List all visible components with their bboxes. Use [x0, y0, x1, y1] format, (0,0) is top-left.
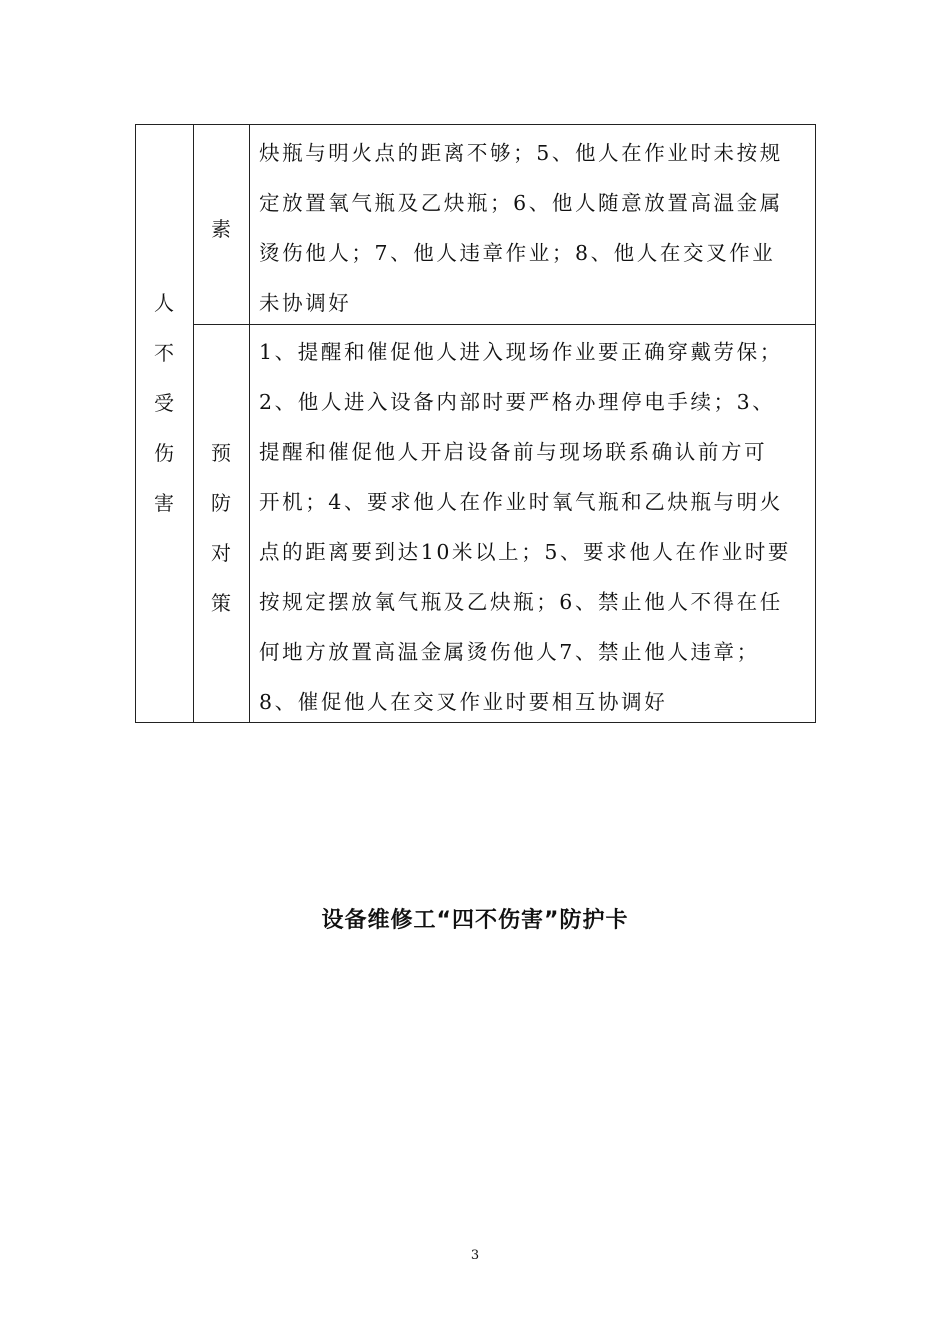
row-label-char: 防 — [211, 491, 231, 515]
section-title: 设备维修工“四不伤害”防护卡 — [321, 908, 629, 933]
row2-label — [201, 428, 241, 628]
category-char: 伤 — [154, 441, 174, 465]
row1-content — [259, 128, 811, 328]
text-line: 提醒和催促他人开启设备前与现场联系确认前方可 — [259, 440, 768, 464]
text-line: 定放置氧气瓶及乙炔瓶；6、他人随意放置高温金属 — [259, 191, 783, 215]
row1-label — [201, 204, 241, 254]
row-label-char: 策 — [211, 591, 231, 615]
category-char: 害 — [154, 491, 174, 515]
category-char: 受 — [154, 391, 174, 415]
text-line: 烫伤他人；7、他人违章作业；8、他人在交叉作业 — [259, 241, 776, 265]
text-line: 2、他人进入设备内部时要严格办理停电手续；3、 — [259, 390, 776, 414]
text-line: 开机；4、要求他人在作业时氧气瓶和乙炔瓶与明火 — [259, 490, 783, 514]
text-line: 8、催促他人在交叉作业时要相互协调好 — [259, 690, 668, 714]
text-line: 未协调好 — [259, 291, 352, 315]
row-label-char: 对 — [211, 541, 231, 565]
row-label-char: 素 — [211, 217, 231, 241]
text-line: 点的距离要到达10米以上；5、要求他人在作业时要 — [259, 540, 792, 564]
column-divider-1 — [193, 125, 194, 722]
text-line: 按规定摆放氧气瓶及乙炔瓶；6、禁止他人不得在任 — [259, 590, 783, 614]
text-line: 炔瓶与明火点的距离不够；5、他人在作业时未按规 — [259, 141, 783, 165]
column-divider-2 — [249, 125, 250, 722]
hazard-table — [135, 124, 816, 723]
row-label-char: 预 — [211, 441, 231, 465]
category-char: 人 — [154, 291, 174, 315]
category-char: 不 — [154, 341, 174, 365]
row2-content — [259, 327, 811, 727]
category-label — [144, 278, 184, 528]
text-line: 何地方放置高温金属烫伤他人7、禁止他人违章； — [259, 640, 760, 664]
text-line: 1、提醒和催促他人进入现场作业要正确穿戴劳保； — [259, 340, 783, 364]
page-number: 3 — [470, 1248, 480, 1263]
